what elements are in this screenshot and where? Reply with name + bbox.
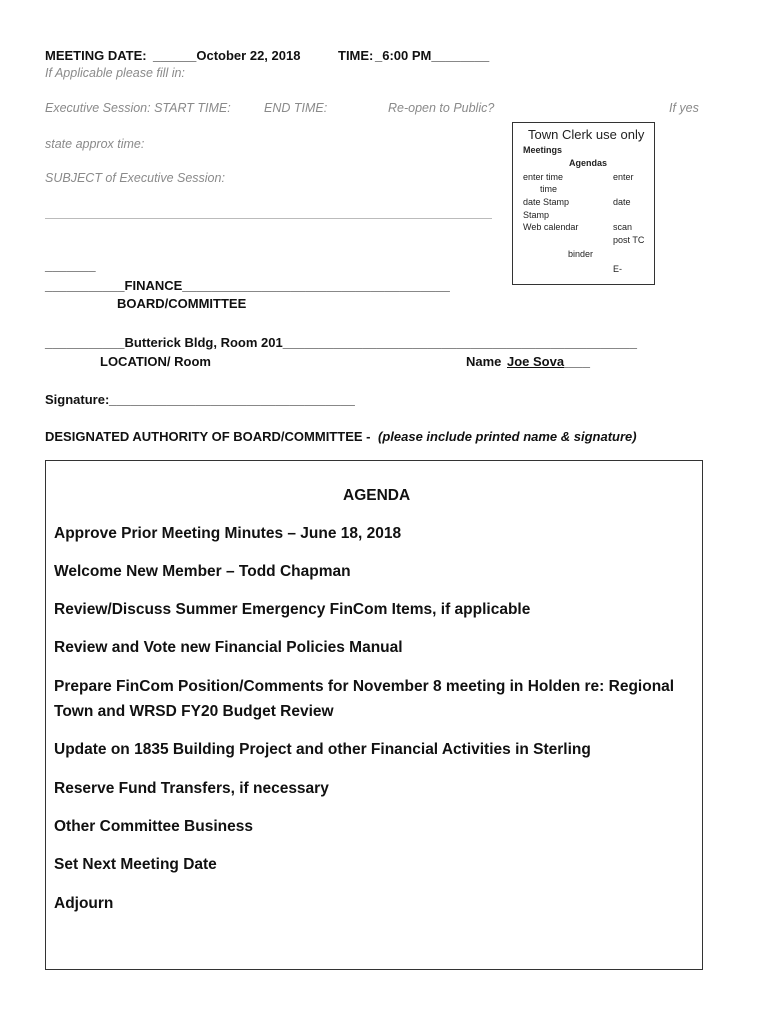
agenda-title: AGENDA: [343, 487, 411, 504]
authority-note: (please include printed name & signature): [378, 429, 637, 444]
clerk-stamp: Stamp: [523, 210, 550, 220]
clerk-box-title: Town Clerk use only: [528, 127, 645, 142]
name-label: Name: [466, 354, 502, 369]
clerk-date: date: [613, 197, 631, 207]
if-yes-label: If yes: [669, 101, 699, 115]
meeting-date-label: MEETING DATE:: [45, 48, 147, 63]
signature-label: Signature:: [45, 392, 110, 407]
agenda-item: Update on 1835 Building Project and other Financial Activities in Sterling: [54, 741, 591, 758]
clerk-enter-time: enter time: [523, 172, 564, 182]
clerk-meetings: Meetings: [523, 145, 563, 155]
time-value: _6:00 PM________: [375, 48, 490, 63]
authority-label: DESIGNATED AUTHORITY OF BOARD/COMMITTEE -: [45, 429, 371, 444]
agenda-box: [45, 460, 703, 970]
clerk-agendas: Agendas: [569, 158, 608, 168]
location-value: ___________Butterick Bldg, Room 201_________________________________________________: [45, 335, 637, 350]
signature-line: __________________________________: [109, 392, 355, 407]
approx-time-label: state approx time:: [45, 137, 145, 151]
exec-end-label: END TIME:: [264, 101, 328, 115]
agenda-item: Adjourn: [54, 895, 114, 912]
reopen-label: Re-open to Public?: [388, 101, 495, 115]
agenda-item: Other Committee Business: [54, 818, 253, 835]
clerk-web-calendar: Web calendar: [523, 222, 579, 232]
clerk-scan: scan: [613, 222, 633, 232]
clerk-binder: binder: [568, 249, 594, 259]
exec-subject-label: SUBJECT of Executive Session:: [45, 171, 225, 185]
board-label: BOARD/COMMITTEE: [117, 296, 247, 311]
name-value: Joe Sova: [507, 354, 565, 369]
if-applicable-note: If Applicable please fill in:: [45, 66, 185, 80]
clerk-post-tc: post TC: [613, 235, 645, 245]
agenda-item: Reserve Fund Transfers, if necessary: [54, 780, 329, 797]
agenda-item: Review and Vote new Financial Policies Manual: [54, 639, 403, 656]
board-dash: _______: [45, 258, 96, 273]
location-label: LOCATION/ Room: [100, 354, 211, 369]
agenda-item: Town and WRSD FY20 Budget Review: [54, 703, 334, 720]
time-label: TIME:: [338, 48, 374, 63]
exec-subject-line: [45, 218, 492, 219]
agenda-item: Set Next Meeting Date: [54, 856, 217, 873]
clerk-date-stamp: date Stamp: [523, 197, 570, 207]
agenda-item: Welcome New Member – Todd Chapman: [54, 563, 351, 580]
agenda-item: Prepare FinCom Position/Comments for November 8 meeting in Holden re: Regional: [54, 678, 675, 695]
meeting-date-value: ______October 22, 2018: [153, 48, 301, 63]
agenda-item: Approve Prior Meeting Minutes – June 18, 2018: [54, 525, 402, 542]
clerk-enter: enter: [613, 172, 634, 182]
town-clerk-box: [512, 122, 655, 285]
clerk-e: E-: [613, 264, 622, 274]
name-tail: ____: [561, 354, 590, 369]
agenda-item: Review/Discuss Summer Emergency FinCom Items, if applicable: [54, 601, 531, 618]
board-name: ___________FINANCE_____________________________________: [45, 278, 450, 293]
clerk-time: time: [540, 184, 558, 194]
exec-start-label: Executive Session: START TIME:: [45, 101, 231, 115]
